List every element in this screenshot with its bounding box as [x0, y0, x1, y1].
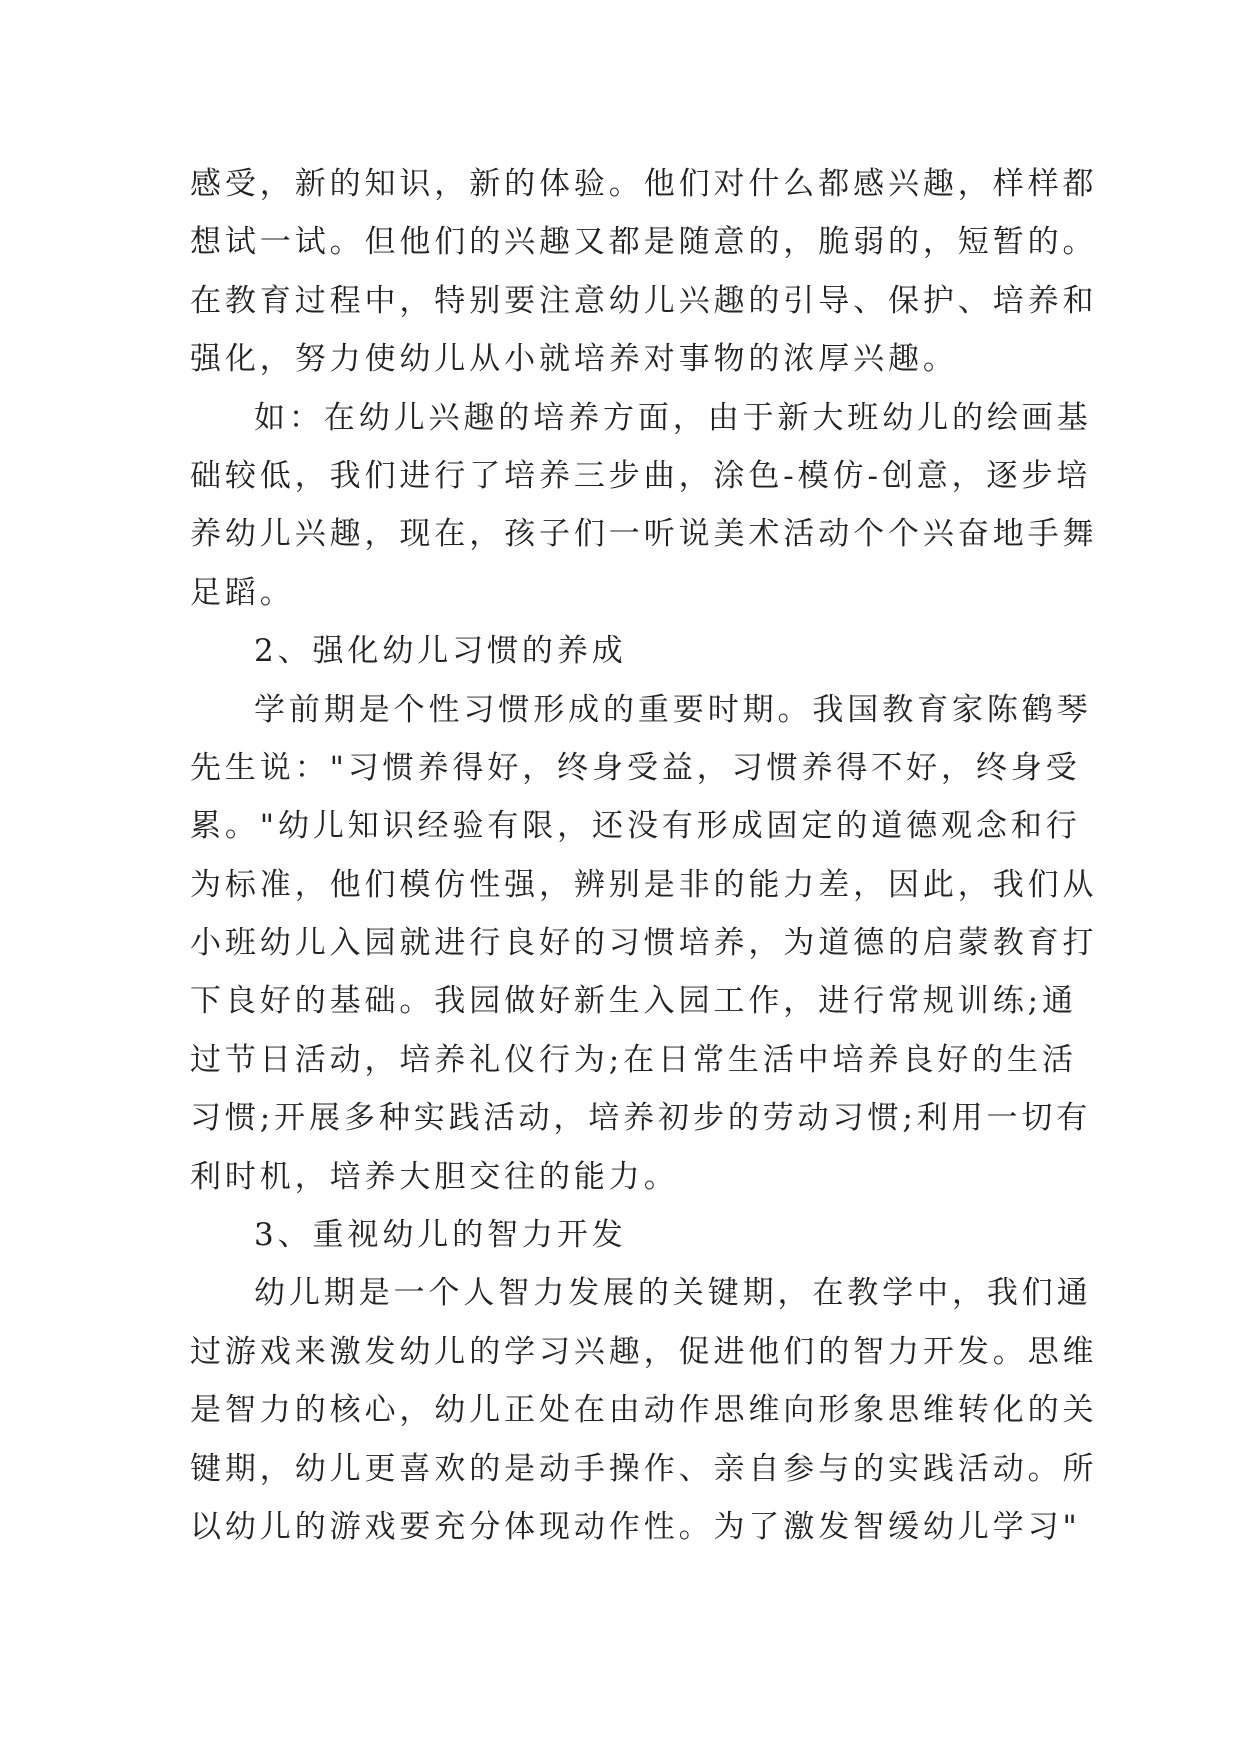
- text-line: 先生说："习惯养得好，终身受益，习惯养得不好，终身受: [190, 749, 1081, 786]
- text-line: 在教育过程中，特别要注意幼儿兴趣的引导、保护、培养和: [190, 282, 1098, 319]
- text-line: 幼儿期是一个人智力发展的关键期，在教学中，我们通: [254, 1275, 1092, 1312]
- text-line: 是智力的核心，幼儿正处在由动作思维向形象思维转化的关: [190, 1392, 1098, 1429]
- text-line: 2、强化幼儿习惯的养成: [254, 633, 627, 670]
- text-line: 为标准，他们模仿性强，辨别是非的能力差，因此，我们从: [190, 866, 1098, 903]
- text-line: 3、重视幼儿的智力开发: [254, 1217, 627, 1254]
- text-line: 足蹈。: [190, 574, 295, 611]
- text-line: 础较低，我们进行了培养三步曲，涂色-模仿-创意，逐步培: [190, 457, 1092, 494]
- text-line: 过节日活动，培养礼仪行为;在日常生活中培养良好的生活: [190, 1041, 1077, 1078]
- text-line: 如：在幼儿兴趣的培养方面，由于新大班幼儿的绘画基: [254, 399, 1092, 436]
- text-line: 习惯;开展多种实践活动，培养初步的劳动习惯;利用一切有: [190, 1100, 1092, 1137]
- text-line: 利时机，培养大胆交往的能力。: [190, 1158, 679, 1195]
- text-line: 过游戏来激发幼儿的学习兴趣，促进他们的智力开发。思维: [190, 1333, 1098, 1370]
- body-text: [190, 155, 1098, 1556]
- text-line: 小班幼儿入园就进行良好的习惯培养，为道德的启蒙教育打: [190, 925, 1098, 962]
- text-line: 下良好的基础。我园做好新生入园工作，进行常规训练;通: [190, 983, 1077, 1020]
- text-line: 养幼儿兴趣，现在，孩子们一听说美术活动个个兴奋地手舞: [190, 516, 1098, 553]
- text-line: 感受，新的知识，新的体验。他们对什么都感兴趣，样样都: [190, 166, 1098, 202]
- text-line: 键期，幼儿更喜欢的是动手操作、亲自参与的实践活动。所: [190, 1450, 1098, 1487]
- text-line: 累。"幼儿知识经验有限，还没有形成固定的道德观念和行: [190, 808, 1081, 845]
- text-line: 学前期是个性习惯形成的重要时期。我国教育家陈鹤琴: [254, 691, 1092, 728]
- text-line: 强化，努力使幼儿从小就培养对事物的浓厚兴趣。: [190, 341, 958, 378]
- text-line: 以幼儿的游戏要充分体现动作性。为了激发智缓幼儿学习": [190, 1508, 1081, 1545]
- text-line: 想试一试。但他们的兴趣又都是随意的，脆弱的，短暂的。: [190, 224, 1098, 261]
